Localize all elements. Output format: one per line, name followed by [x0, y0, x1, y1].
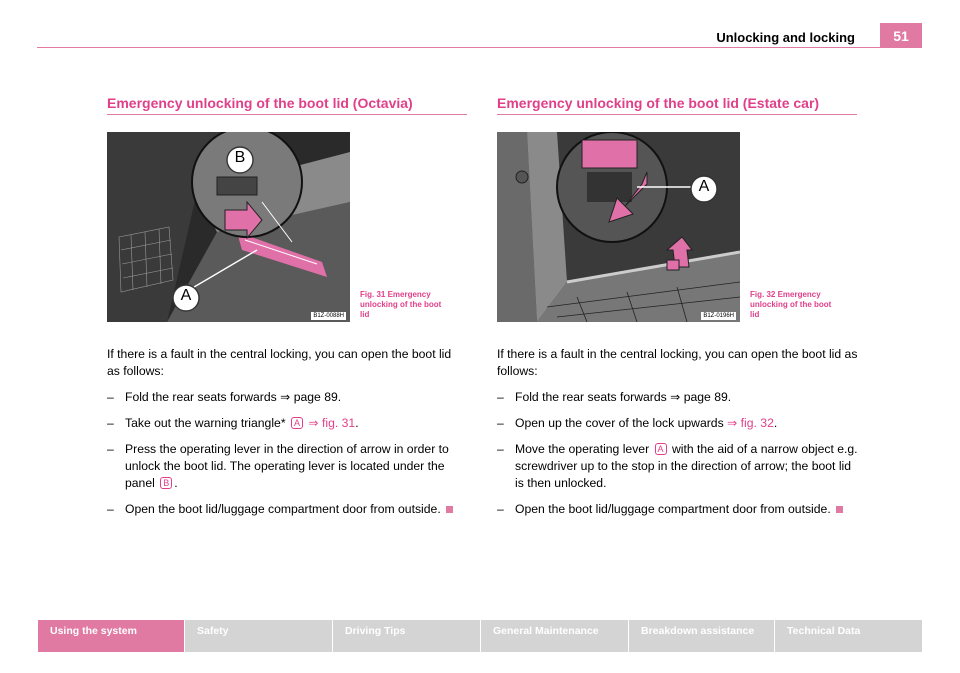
right-step-1: – Fold the rear seats forwards ⇒ page 89. — [497, 390, 732, 404]
tab-breakdown-assistance[interactable]: Breakdown assistance — [629, 620, 775, 652]
left-intro: If there is a fault in the central locking, you can open the boot lid as follows: — [107, 347, 452, 378]
tab-driving-tips[interactable]: Driving Tips — [333, 620, 481, 652]
left-step-1: – Fold the rear seats forwards ⇒ page 89. — [107, 390, 342, 404]
figure-32-code: B1Z-0196H — [703, 313, 734, 319]
left-body — [107, 346, 467, 527]
section-rule-estate — [497, 114, 857, 115]
footer-nav — [38, 620, 922, 652]
figure-31-caption: Fig. 31 Emergency unlocking of the boot lid — [360, 290, 442, 319]
tab-general-maintenance[interactable]: General Maintenance — [481, 620, 629, 652]
figure-32-caption: Fig. 32 Emergency unlocking of the boot lid — [750, 290, 832, 319]
section-rule-octavia — [107, 114, 467, 115]
tab-technical-data[interactable]: Technical Data — [775, 620, 922, 652]
page-number: 51 — [880, 23, 922, 48]
figure-31-label-b: B — [234, 149, 246, 166]
figure-31-code: B1Z-0088H — [313, 313, 344, 319]
section-heading-estate: Emergency unlocking of the boot lid (Estate car) — [497, 95, 820, 111]
figure-32-image — [497, 132, 740, 322]
figure-31-image — [107, 132, 350, 322]
badge-a: A — [655, 443, 667, 455]
end-mark — [836, 506, 843, 513]
tab-safety[interactable]: Safety — [185, 620, 333, 652]
badge-a: A — [291, 417, 303, 429]
left-step-4: – Open the boot lid/luggage compartment door from outside. — [107, 501, 467, 518]
fig-31-link[interactable]: ⇒ fig. 31 — [308, 416, 356, 430]
figure-32-label-a: A — [698, 178, 710, 195]
running-header-title: Unlocking and locking — [716, 30, 855, 45]
end-mark — [446, 506, 453, 513]
badge-b: B — [160, 477, 172, 489]
figure-31-label-a: A — [180, 287, 192, 304]
tab-using-the-system[interactable]: Using the system — [38, 620, 185, 652]
right-body — [497, 346, 859, 527]
left-step-2: – Take out the warning triangle* A ⇒ fig. 31. — [107, 416, 359, 430]
right-step-3: – Move the operating lever A with the aid of a narrow object e.g. screwdriver up to the stop in the direction of arrow; the boot lid is then unlocked. — [497, 442, 858, 490]
fig-32-link[interactable]: ⇒ fig. 32 — [727, 416, 774, 430]
left-step-3: – Press the operating lever in the direction of arrow in order to unlock the boot lid. The operating lever is located under the panel B . — [107, 442, 449, 490]
section-heading-octavia: Emergency unlocking of the boot lid (Octavia) — [107, 95, 413, 111]
right-intro: If there is a fault in the central locking, you can open the boot lid as follows: — [497, 347, 858, 378]
right-step-2: – Open up the cover of the lock upwards ⇒ fig. 32. — [497, 416, 778, 430]
right-step-4: – Open the boot lid/luggage compartment door from outside. — [497, 501, 859, 518]
header-rule — [37, 47, 922, 48]
